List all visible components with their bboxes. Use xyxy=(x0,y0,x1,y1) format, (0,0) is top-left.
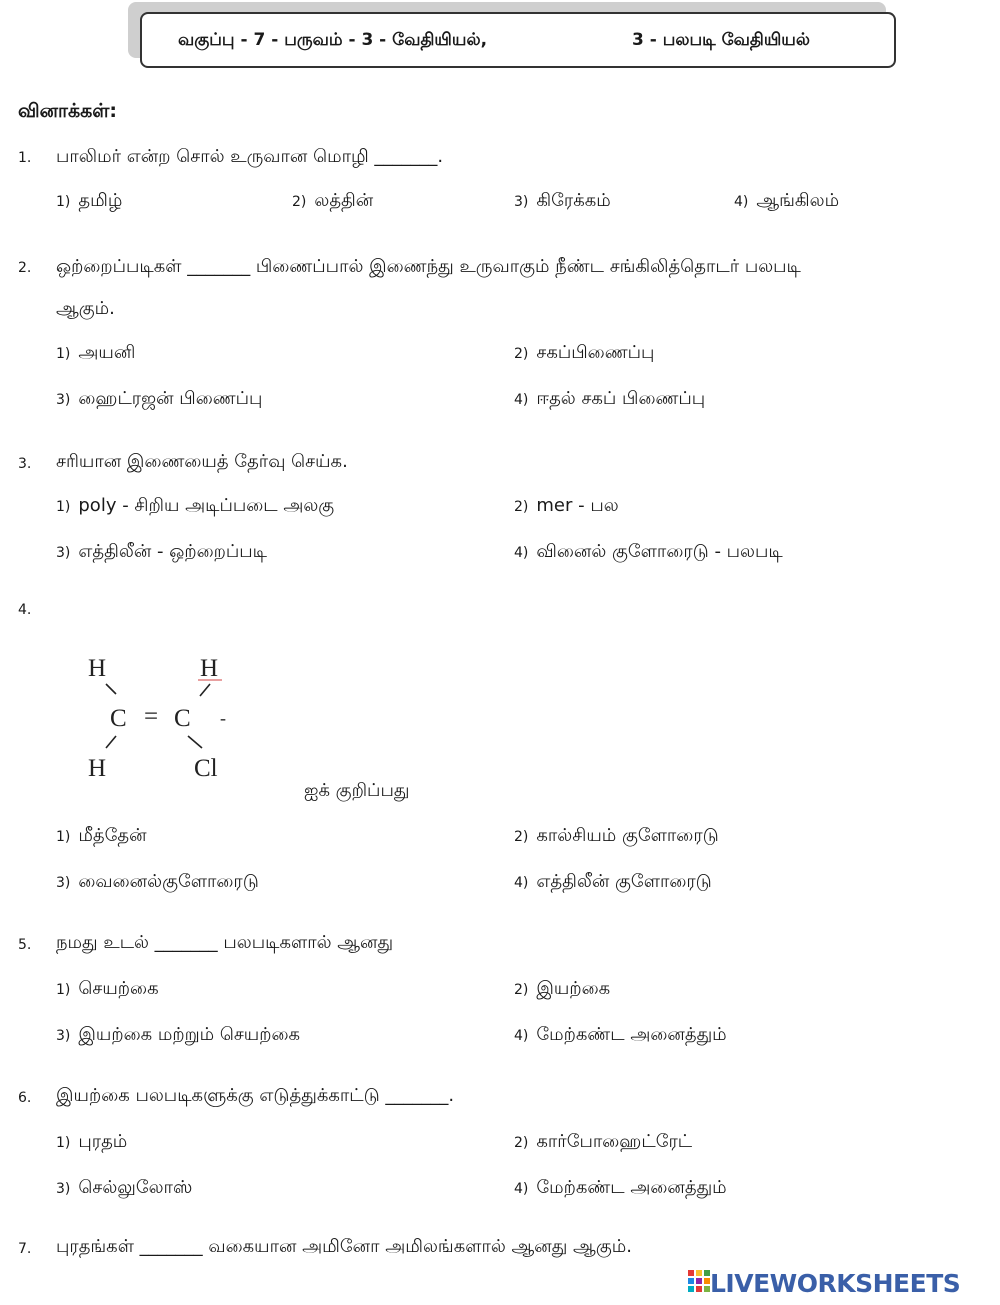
q2-text-cont: ஆகும். xyxy=(56,298,115,319)
q3-option-3[interactable]: 3) எத்திலீன் - ஒற்றைப்படி xyxy=(56,541,267,562)
q6-option-2[interactable]: 2) கார்போஹைட்ரேட் xyxy=(514,1131,693,1152)
q5-number: 5. xyxy=(18,937,32,953)
q5-option-1[interactable]: 1) செயற்கை xyxy=(56,978,159,999)
atom-h-top-right: H xyxy=(200,655,219,682)
q5-option-3[interactable]: 3) இயற்கை மற்றும் செயற்கை xyxy=(56,1024,301,1045)
q7-text: புரதங்கள் _______ வகையான அமினோ அமிலங்களால் ஆனது ஆகும். xyxy=(56,1236,632,1257)
q3-number: 3. xyxy=(18,456,32,472)
atom-c-right: C xyxy=(174,705,191,732)
q4-option-1[interactable]: 1) மீத்தேன் xyxy=(56,825,147,846)
logo-blocks-icon xyxy=(688,1270,710,1296)
q7-number: 7. xyxy=(18,1241,32,1257)
q4-caption: ஐக் குறிப்பது xyxy=(304,780,410,801)
q6-number: 6. xyxy=(18,1090,32,1106)
q4-option-2[interactable]: 2) கால்சியம் குளோரைடு xyxy=(514,825,719,846)
bond-c1-h3 xyxy=(106,736,116,748)
q6-text: இயற்கை பலபடிகளுக்கு எடுத்துக்காட்டு _______. xyxy=(56,1085,455,1106)
logo-text: LIVEWORKSHEETS xyxy=(710,1268,961,1298)
atom-c-left: C xyxy=(110,705,127,732)
q3-option-1[interactable]: 1) poly - சிறிய அடிப்படை அலகு xyxy=(56,495,335,516)
section-title: வினாக்கள்: xyxy=(18,100,118,122)
q1-option-3[interactable]: 3) கிரேக்கம் xyxy=(514,190,611,211)
bond-c2-cl xyxy=(188,736,202,748)
atom-cl: Cl xyxy=(194,755,218,782)
q3-option-4[interactable]: 4) வினைல் குளோரைடு - பலபடி xyxy=(514,541,783,562)
bond-h1-c1 xyxy=(106,684,116,694)
atom-h-top-left: H xyxy=(88,655,107,682)
liveworksheets-logo[interactable] xyxy=(688,1268,960,1298)
header-box xyxy=(140,12,896,68)
q1-option-1[interactable]: 1) தமிழ் xyxy=(56,190,123,211)
q2-option-4[interactable]: 4) ஈதல் சகப் பிணைப்பு xyxy=(514,388,706,409)
q2-number: 2. xyxy=(18,260,32,276)
vinyl-chloride-structure xyxy=(78,648,258,788)
q6-option-3[interactable]: 3) செல்லுலோஸ் xyxy=(56,1177,193,1198)
q2-option-1[interactable]: 1) அயனி xyxy=(56,342,136,363)
q1-option-2[interactable]: 2) லத்தின் xyxy=(292,190,374,211)
q4-option-4[interactable]: 4) எத்திலீன் குளோரைடு xyxy=(514,871,712,892)
q4-number: 4. xyxy=(18,602,32,618)
double-bond: = xyxy=(144,703,159,730)
header-lesson: 3 - பலபடி வேதியியல் xyxy=(632,30,810,50)
atom-h-bottom-left: H xyxy=(88,755,107,782)
q6-option-1[interactable]: 1) புரதம் xyxy=(56,1131,128,1152)
bond-h2-c2 xyxy=(200,684,210,696)
q2-text: ஒற்றைப்படிகள் _______ பிணைப்பால் இணைந்து உருவாகும் நீண்ட சங்கிலித்தொடர் பலபடி xyxy=(56,256,801,277)
q6-option-4[interactable]: 4) மேற்கண்ட அனைத்தும் xyxy=(514,1177,727,1198)
trailing-dash: - xyxy=(220,708,226,728)
q1-text: பாலிமர் என்ற சொல் உருவான மொழி _______. xyxy=(56,146,444,167)
q1-option-4[interactable]: 4) ஆங்கிலம் xyxy=(734,190,840,211)
q3-option-2[interactable]: 2) mer - பல xyxy=(514,495,619,516)
q5-text: நமது உடல் _______ பலபடிகளால் ஆனது xyxy=(56,932,394,953)
q5-option-4[interactable]: 4) மேற்கண்ட அனைத்தும் xyxy=(514,1024,727,1045)
q2-option-3[interactable]: 3) ஹைட்ரஜன் பிணைப்பு xyxy=(56,388,263,409)
q1-number: 1. xyxy=(18,150,32,166)
header-class-term: வகுப்பு - 7 - பருவம் - 3 - வேதியியல், xyxy=(178,30,488,50)
q5-option-2[interactable]: 2) இயற்கை xyxy=(514,978,611,999)
q3-text: சரியான இணையைத் தேர்வு செய்க. xyxy=(56,451,348,472)
q4-option-3[interactable]: 3) வைனைல்குளோரைடு xyxy=(56,871,259,892)
q2-option-2[interactable]: 2) சகப்பிணைப்பு xyxy=(514,342,655,363)
